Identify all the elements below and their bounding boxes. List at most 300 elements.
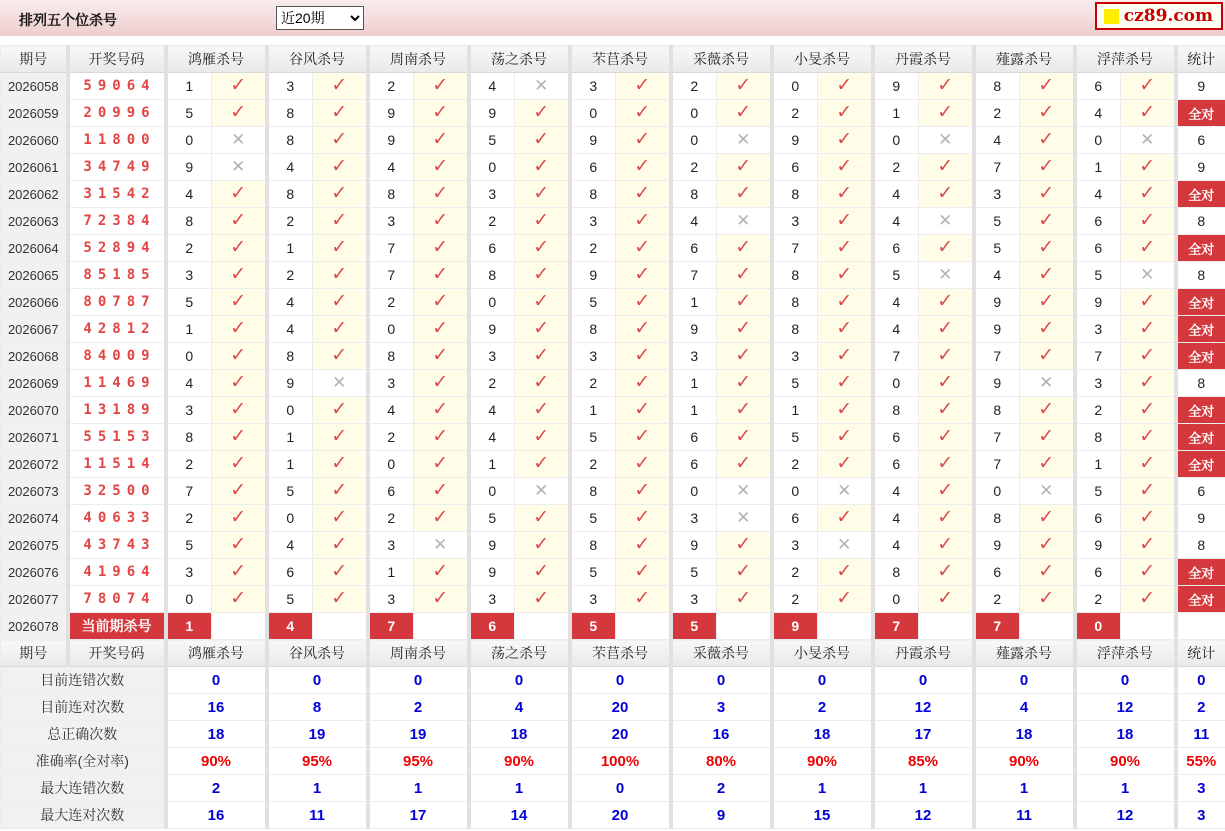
stats-value: 1 <box>368 775 469 802</box>
header-row <box>1 46 1225 73</box>
check-icon: ✓ <box>1020 586 1075 613</box>
table-row <box>1 505 1225 532</box>
table-row <box>1 370 1225 397</box>
kill-digit: 8 <box>267 343 313 370</box>
period-cell: 2026070 <box>1 397 68 424</box>
check-icon: ✓ <box>919 505 974 532</box>
empty-cell <box>515 613 570 640</box>
check-icon: ✓ <box>313 586 368 613</box>
stats-value: 90% <box>469 748 570 775</box>
check-icon: ✓ <box>818 316 873 343</box>
kill-digit: 1 <box>570 397 616 424</box>
table-row <box>1 127 1225 154</box>
kill-digit: 8 <box>671 181 717 208</box>
kill-digit: 4 <box>873 316 919 343</box>
column-header-expert: 薤露杀号 <box>974 46 1075 73</box>
check-icon: ✓ <box>1121 316 1176 343</box>
check-icon: ✓ <box>919 100 974 127</box>
kill-digit: 5 <box>1075 262 1121 289</box>
check-icon: ✓ <box>414 289 469 316</box>
kill-digit: 3 <box>570 208 616 235</box>
table-row <box>1 154 1225 181</box>
cross-icon: ✕ <box>717 478 772 505</box>
kill-digit: 1 <box>368 559 414 586</box>
kill-digit: 2 <box>772 586 818 613</box>
stat-cell: 8 <box>1176 208 1225 235</box>
kill-digit: 0 <box>671 100 717 127</box>
kill-digit: 2 <box>974 586 1020 613</box>
stats-value: 12 <box>1075 802 1176 829</box>
kill-digit: 2 <box>368 424 414 451</box>
table-row <box>1 424 1225 451</box>
check-icon: ✓ <box>515 208 570 235</box>
cross-icon: ✕ <box>919 208 974 235</box>
kill-digit: 6 <box>671 451 717 478</box>
kill-digit: 2 <box>671 154 717 181</box>
cross-icon: ✕ <box>1020 370 1075 397</box>
column-header-expert: 鸿雁杀号 <box>166 640 267 667</box>
kill-digit: 6 <box>671 235 717 262</box>
top-bar <box>0 0 1225 36</box>
kill-digit: 4 <box>873 289 919 316</box>
kill-digit: 6 <box>671 424 717 451</box>
check-icon: ✓ <box>212 316 267 343</box>
kill-digit: 9 <box>974 316 1020 343</box>
check-icon: ✓ <box>919 370 974 397</box>
kill-digit: 2 <box>772 451 818 478</box>
check-icon: ✓ <box>616 235 671 262</box>
check-icon: ✓ <box>1020 100 1075 127</box>
cross-icon: ✕ <box>1121 127 1176 154</box>
kill-digit: 8 <box>267 181 313 208</box>
check-icon: ✓ <box>818 73 873 100</box>
stats-value: 2 <box>166 775 267 802</box>
all-correct-badge: 全对 <box>1176 100 1225 127</box>
check-icon: ✓ <box>313 559 368 586</box>
stats-value: 12 <box>873 694 974 721</box>
cross-icon: ✕ <box>818 478 873 505</box>
stats-value: 1 <box>469 775 570 802</box>
check-icon: ✓ <box>212 478 267 505</box>
kill-digit: 4 <box>873 505 919 532</box>
kill-digit: 3 <box>368 208 414 235</box>
kill-digit: 3 <box>974 181 1020 208</box>
check-icon: ✓ <box>515 586 570 613</box>
winning-number: 40633 <box>68 505 166 532</box>
kill-digit: 4 <box>873 181 919 208</box>
check-icon: ✓ <box>919 235 974 262</box>
check-icon: ✓ <box>1121 100 1176 127</box>
kill-digit: 1 <box>267 451 313 478</box>
kill-digit: 4 <box>974 262 1020 289</box>
stats-row-label: 最大连错次数 <box>1 775 166 802</box>
check-icon: ✓ <box>212 289 267 316</box>
check-icon: ✓ <box>717 100 772 127</box>
column-header-expert: 丹霞杀号 <box>873 640 974 667</box>
kill-digit: 5 <box>166 100 212 127</box>
kill-digit: 1 <box>267 424 313 451</box>
check-icon: ✓ <box>1020 208 1075 235</box>
empty-stat-cell <box>1176 613 1225 640</box>
kill-digit: 6 <box>1075 235 1121 262</box>
kill-digit: 5 <box>166 289 212 316</box>
kill-digit: 5 <box>772 370 818 397</box>
column-header-expert: 小旻杀号 <box>772 640 873 667</box>
kill-digit: 9 <box>974 532 1020 559</box>
stats-row <box>1 694 1225 721</box>
kill-digit: 4 <box>267 289 313 316</box>
check-icon: ✓ <box>414 505 469 532</box>
check-icon: ✓ <box>818 208 873 235</box>
kill-digit: 8 <box>267 100 313 127</box>
kill-digit: 7 <box>974 154 1020 181</box>
kill-digit: 0 <box>671 127 717 154</box>
kill-digit: 2 <box>267 262 313 289</box>
kill-digit: 5 <box>1075 478 1121 505</box>
kill-digit: 9 <box>570 127 616 154</box>
kill-digit: 5 <box>570 424 616 451</box>
period-cell: 2026077 <box>1 586 68 613</box>
kill-digit: 6 <box>772 154 818 181</box>
site-logo[interactable] <box>1095 2 1223 30</box>
check-icon: ✓ <box>717 154 772 181</box>
check-icon: ✓ <box>616 505 671 532</box>
check-icon: ✓ <box>414 127 469 154</box>
empty-cell <box>1020 613 1075 640</box>
check-icon: ✓ <box>818 235 873 262</box>
stats-value: 18 <box>1075 721 1176 748</box>
kill-digit: 8 <box>772 181 818 208</box>
stats-value: 3 <box>671 694 772 721</box>
kill-digit: 9 <box>267 370 313 397</box>
column-header-winning-number: 开奖号码 <box>68 640 166 667</box>
winning-number: 41964 <box>68 559 166 586</box>
check-icon: ✓ <box>313 262 368 289</box>
check-icon: ✓ <box>1020 262 1075 289</box>
kill-digit: 2 <box>772 100 818 127</box>
check-icon: ✓ <box>515 532 570 559</box>
check-icon: ✓ <box>1121 343 1176 370</box>
check-icon: ✓ <box>1020 73 1075 100</box>
check-icon: ✓ <box>1020 289 1075 316</box>
winning-number: 52894 <box>68 235 166 262</box>
all-correct-badge: 全对 <box>1176 451 1225 478</box>
kill-digit: 3 <box>267 73 313 100</box>
kill-digit: 9 <box>671 316 717 343</box>
kill-digit: 8 <box>570 532 616 559</box>
header-row <box>1 640 1225 667</box>
check-icon: ✓ <box>1121 532 1176 559</box>
check-icon: ✓ <box>313 397 368 424</box>
column-header-expert: 周南杀号 <box>368 46 469 73</box>
check-icon: ✓ <box>313 181 368 208</box>
all-correct-badge: 全对 <box>1176 559 1225 586</box>
stats-value: 0 <box>974 667 1075 694</box>
kill-digit: 0 <box>469 289 515 316</box>
check-icon: ✓ <box>717 181 772 208</box>
stats-value: 1 <box>772 775 873 802</box>
check-icon: ✓ <box>515 505 570 532</box>
stats-value: 16 <box>166 694 267 721</box>
check-icon: ✓ <box>212 235 267 262</box>
kill-digit: 6 <box>570 154 616 181</box>
check-icon: ✓ <box>919 154 974 181</box>
all-correct-badge: 全对 <box>1176 586 1225 613</box>
check-icon: ✓ <box>414 424 469 451</box>
stats-row-label: 目前连对次数 <box>1 694 166 721</box>
check-icon: ✓ <box>616 262 671 289</box>
kill-digit: 4 <box>873 478 919 505</box>
kill-digit: 6 <box>267 559 313 586</box>
table-row <box>1 397 1225 424</box>
table-row <box>1 343 1225 370</box>
stats-row-label: 目前连错次数 <box>1 667 166 694</box>
kill-digit: 5 <box>267 478 313 505</box>
kill-digit: 2 <box>974 100 1020 127</box>
check-icon: ✓ <box>212 100 267 127</box>
kill-digit: 2 <box>166 451 212 478</box>
kill-digit: 7 <box>974 451 1020 478</box>
check-icon: ✓ <box>919 73 974 100</box>
kill-digit: 4 <box>166 181 212 208</box>
kill-digit: 2 <box>873 154 919 181</box>
range-select[interactable] <box>276 6 364 30</box>
check-icon: ✓ <box>818 397 873 424</box>
period-cell: 2026064 <box>1 235 68 262</box>
column-header-expert: 采薇杀号 <box>671 46 772 73</box>
cross-icon: ✕ <box>717 127 772 154</box>
check-icon: ✓ <box>212 451 267 478</box>
winning-number: 78074 <box>68 586 166 613</box>
check-icon: ✓ <box>515 343 570 370</box>
kill-digit: 2 <box>368 505 414 532</box>
column-header-expert: 荡之杀号 <box>469 640 570 667</box>
kill-digit: 7 <box>974 424 1020 451</box>
check-icon: ✓ <box>616 181 671 208</box>
stat-cell: 9 <box>1176 73 1225 100</box>
kill-digit: 1 <box>873 100 919 127</box>
kill-digit: 9 <box>368 127 414 154</box>
period-cell: 2026078 <box>1 613 68 640</box>
period-cell: 2026060 <box>1 127 68 154</box>
winning-number: 42812 <box>68 316 166 343</box>
check-icon: ✓ <box>414 559 469 586</box>
check-icon: ✓ <box>212 532 267 559</box>
check-icon: ✓ <box>212 343 267 370</box>
check-icon: ✓ <box>515 370 570 397</box>
stats-value: 2 <box>772 694 873 721</box>
check-icon: ✓ <box>1121 235 1176 262</box>
stats-value: 20 <box>570 802 671 829</box>
check-icon: ✓ <box>717 451 772 478</box>
check-icon: ✓ <box>515 127 570 154</box>
cross-icon: ✕ <box>212 127 267 154</box>
stats-row <box>1 775 1225 802</box>
column-header-winning-number: 开奖号码 <box>68 46 166 73</box>
check-icon: ✓ <box>717 397 772 424</box>
kill-digit: 4 <box>368 397 414 424</box>
check-icon: ✓ <box>717 586 772 613</box>
stats-value: 4 <box>974 694 1075 721</box>
check-icon: ✓ <box>1020 154 1075 181</box>
cross-icon: ✕ <box>515 478 570 505</box>
cross-icon: ✕ <box>414 532 469 559</box>
cross-icon: ✕ <box>313 370 368 397</box>
current-kill-digit: 5 <box>671 613 717 640</box>
all-correct-badge: 全对 <box>1176 235 1225 262</box>
check-icon: ✓ <box>616 397 671 424</box>
kill-digit: 9 <box>974 370 1020 397</box>
stats-value: 18 <box>166 721 267 748</box>
kill-digit: 9 <box>166 154 212 181</box>
check-icon: ✓ <box>212 208 267 235</box>
check-icon: ✓ <box>717 559 772 586</box>
kill-digit: 4 <box>267 532 313 559</box>
check-icon: ✓ <box>818 424 873 451</box>
kill-digit: 5 <box>570 559 616 586</box>
check-icon: ✓ <box>414 370 469 397</box>
check-icon: ✓ <box>515 397 570 424</box>
check-icon: ✓ <box>919 343 974 370</box>
check-icon: ✓ <box>1020 343 1075 370</box>
kill-digit: 9 <box>772 127 818 154</box>
stats-value: 90% <box>1075 748 1176 775</box>
column-header-stat: 统计 <box>1176 640 1225 667</box>
period-cell: 2026069 <box>1 370 68 397</box>
check-icon: ✓ <box>1121 370 1176 397</box>
winning-number: 32500 <box>68 478 166 505</box>
check-icon: ✓ <box>616 532 671 559</box>
stats-value: 1 <box>974 775 1075 802</box>
kill-digit: 2 <box>166 235 212 262</box>
kill-digit: 1 <box>166 73 212 100</box>
kill-digit: 9 <box>1075 289 1121 316</box>
check-icon: ✓ <box>818 559 873 586</box>
kill-digit: 3 <box>772 208 818 235</box>
kill-digit: 4 <box>267 316 313 343</box>
kill-digit: 0 <box>1075 127 1121 154</box>
kill-digit: 3 <box>368 532 414 559</box>
check-icon: ✓ <box>1020 505 1075 532</box>
check-icon: ✓ <box>515 100 570 127</box>
column-header-expert: 鸿雁杀号 <box>166 46 267 73</box>
kill-digit: 2 <box>166 505 212 532</box>
stats-value: 14 <box>469 802 570 829</box>
stats-value: 11 <box>1176 721 1225 748</box>
kill-digit: 1 <box>671 289 717 316</box>
stats-value: 16 <box>671 721 772 748</box>
kill-digit: 6 <box>873 424 919 451</box>
kill-digit: 2 <box>368 73 414 100</box>
period-cell: 2026072 <box>1 451 68 478</box>
check-icon: ✓ <box>212 586 267 613</box>
kill-digit: 3 <box>772 532 818 559</box>
check-icon: ✓ <box>616 424 671 451</box>
check-icon: ✓ <box>515 424 570 451</box>
check-icon: ✓ <box>212 397 267 424</box>
check-icon: ✓ <box>1121 478 1176 505</box>
check-icon: ✓ <box>616 289 671 316</box>
cross-icon: ✕ <box>919 262 974 289</box>
check-icon: ✓ <box>313 154 368 181</box>
column-header-expert: 芣苢杀号 <box>570 46 671 73</box>
kill-digit: 4 <box>469 397 515 424</box>
period-cell: 2026074 <box>1 505 68 532</box>
kill-digit: 0 <box>166 127 212 154</box>
check-icon: ✓ <box>1121 505 1176 532</box>
kill-digit: 4 <box>166 370 212 397</box>
empty-cell <box>818 613 873 640</box>
winning-number: 11469 <box>68 370 166 397</box>
kill-digit: 0 <box>873 370 919 397</box>
kill-digit: 8 <box>873 397 919 424</box>
kill-digit: 3 <box>1075 316 1121 343</box>
kill-digit: 8 <box>570 478 616 505</box>
stats-value: 1 <box>1075 775 1176 802</box>
stats-value: 3 <box>1176 775 1225 802</box>
stats-value: 95% <box>267 748 368 775</box>
kill-digit: 9 <box>873 73 919 100</box>
stats-value: 12 <box>873 802 974 829</box>
winning-number: 11514 <box>68 451 166 478</box>
kill-digit: 0 <box>974 478 1020 505</box>
kill-digit: 2 <box>570 235 616 262</box>
stat-cell: 6 <box>1176 478 1225 505</box>
check-icon: ✓ <box>414 478 469 505</box>
table-row <box>1 100 1225 127</box>
stat-cell: 8 <box>1176 532 1225 559</box>
kill-digit: 2 <box>469 208 515 235</box>
check-icon: ✓ <box>515 316 570 343</box>
check-icon: ✓ <box>818 343 873 370</box>
check-icon: ✓ <box>1020 235 1075 262</box>
check-icon: ✓ <box>717 235 772 262</box>
check-icon: ✓ <box>414 586 469 613</box>
kill-digit: 8 <box>873 559 919 586</box>
table-row <box>1 586 1225 613</box>
check-icon: ✓ <box>414 100 469 127</box>
kill-digit: 7 <box>772 235 818 262</box>
check-icon: ✓ <box>1020 559 1075 586</box>
kill-digit: 6 <box>974 559 1020 586</box>
check-icon: ✓ <box>818 154 873 181</box>
table-row <box>1 532 1225 559</box>
kill-digit: 5 <box>469 127 515 154</box>
stats-value: 0 <box>570 775 671 802</box>
page-title: 排列五个位杀号 <box>19 12 117 28</box>
kill-digit: 4 <box>873 208 919 235</box>
check-icon: ✓ <box>1121 73 1176 100</box>
period-cell: 2026065 <box>1 262 68 289</box>
period-cell: 2026075 <box>1 532 68 559</box>
check-icon: ✓ <box>919 181 974 208</box>
check-icon: ✓ <box>313 316 368 343</box>
check-icon: ✓ <box>1121 451 1176 478</box>
stat-cell: 8 <box>1176 370 1225 397</box>
column-header-stat: 统计 <box>1176 46 1225 73</box>
check-icon: ✓ <box>515 262 570 289</box>
kill-digit: 3 <box>166 397 212 424</box>
period-cell: 2026061 <box>1 154 68 181</box>
kill-digit: 3 <box>166 262 212 289</box>
stats-value: 80% <box>671 748 772 775</box>
table-row <box>1 262 1225 289</box>
kill-digit: 0 <box>368 316 414 343</box>
stats-row <box>1 721 1225 748</box>
empty-cell <box>616 613 671 640</box>
current-kill-digit: 7 <box>368 613 414 640</box>
check-icon: ✓ <box>1020 181 1075 208</box>
